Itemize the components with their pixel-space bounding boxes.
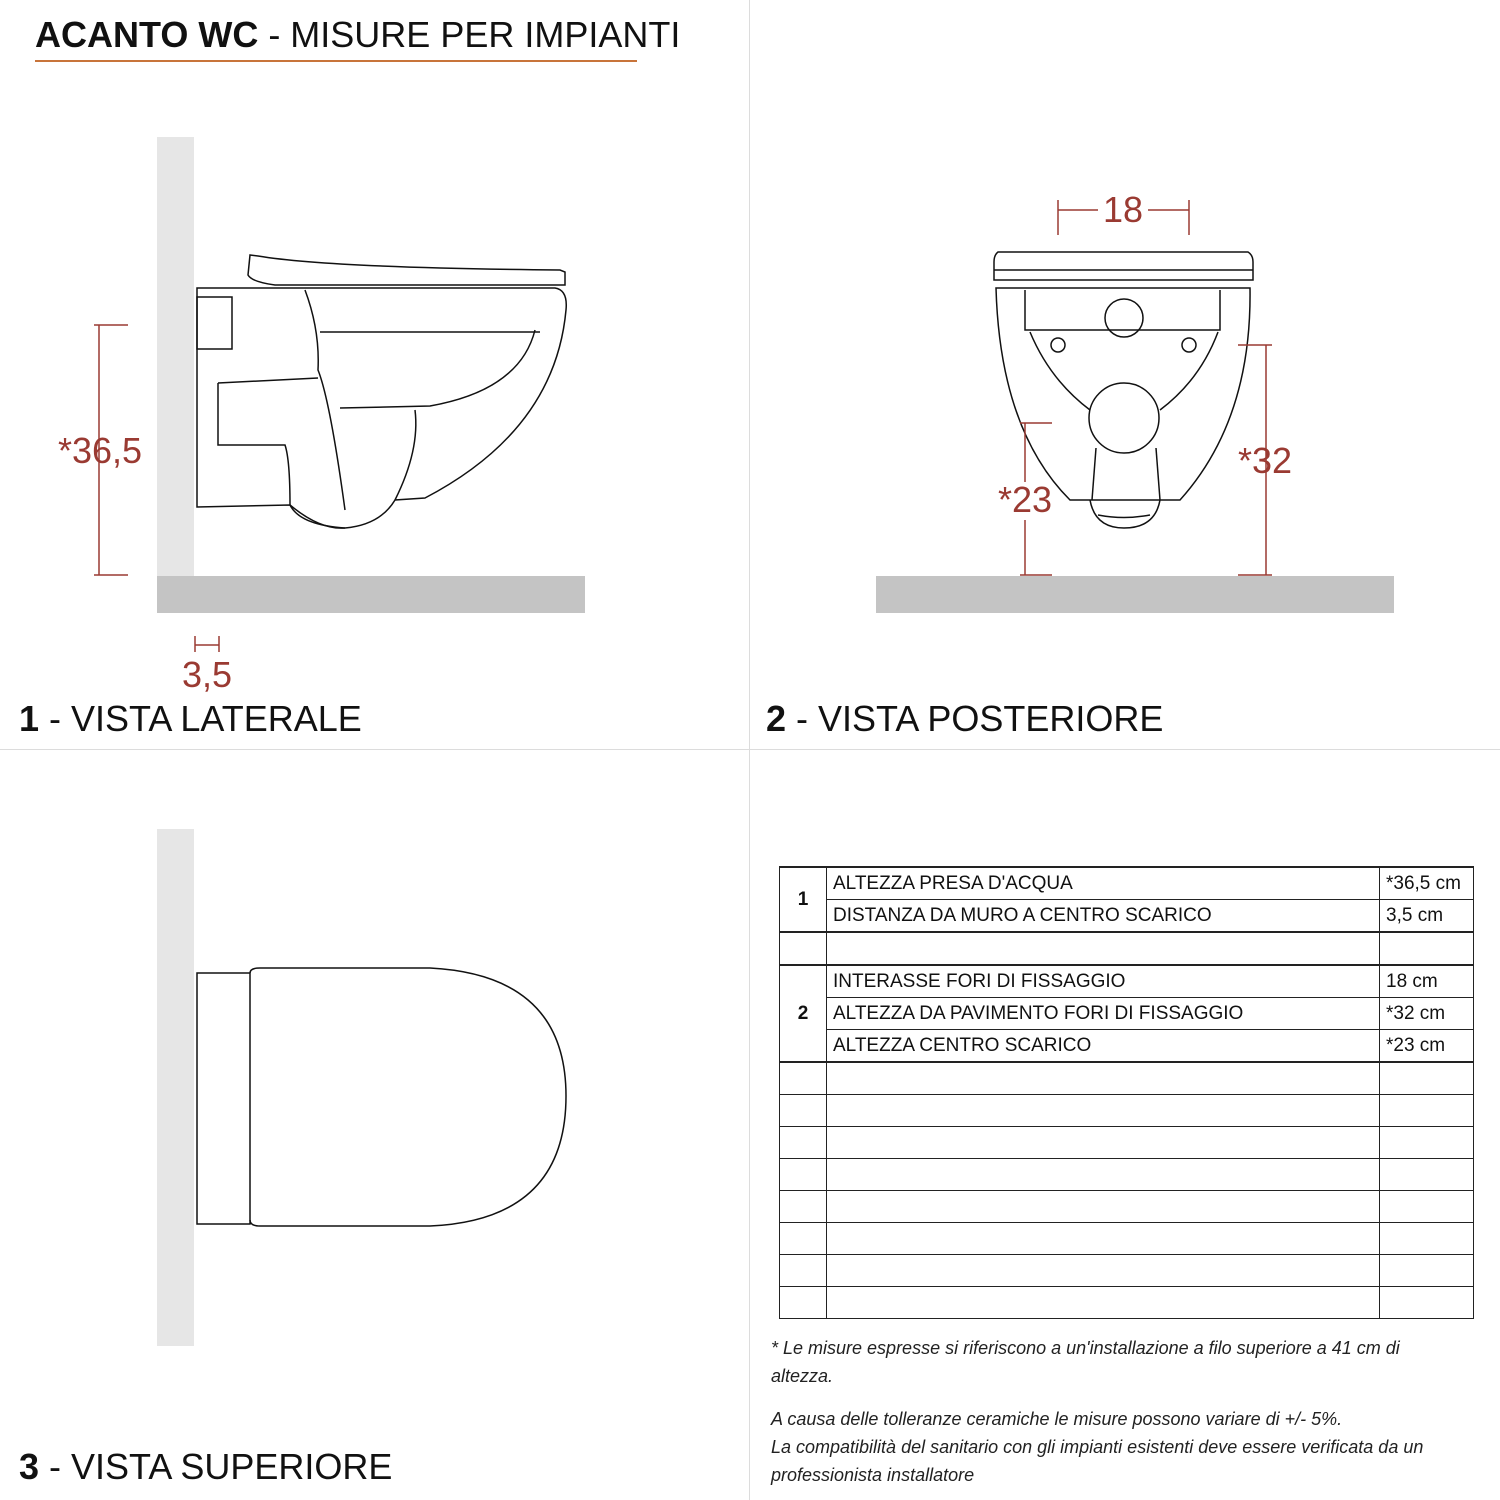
table-row-empty [780, 932, 1474, 965]
table-row-empty [780, 1223, 1474, 1255]
row-label: ALTEZZA PRESA D'ACQUA [827, 867, 1380, 900]
dim-height-label: *36,5 [57, 430, 143, 471]
floor-rear [876, 576, 1394, 613]
top-view-drawing [157, 829, 566, 1346]
floor [157, 576, 585, 613]
dim-drain-height-label: *23 [997, 479, 1053, 520]
view-label-posterior [766, 698, 1163, 740]
title-product: ACANTO WC [35, 14, 259, 55]
table-row-empty [780, 1191, 1474, 1223]
row-value: 3,5 cm [1380, 900, 1474, 933]
wall-top [157, 829, 194, 1346]
view-number: 3 [19, 1446, 40, 1487]
spec-table [779, 866, 1474, 1319]
table-row-empty [780, 1062, 1474, 1095]
table-row-empty [780, 1287, 1474, 1319]
table-row [780, 1030, 1474, 1063]
table-row-empty [780, 1127, 1474, 1159]
table-row [780, 867, 1474, 900]
compatibility-note: La compatibilità del sanitario con gli impianti esistenti deve essere verificata da un professionista installatore [771, 1437, 1424, 1485]
row-label: ALTEZZA CENTRO SCARICO [827, 1030, 1380, 1063]
row-value: 18 cm [1380, 965, 1474, 998]
view-name: - VISTA POSTERIORE [786, 698, 1164, 739]
view-number: 2 [766, 698, 787, 739]
table-row-empty [780, 1095, 1474, 1127]
group-id: 1 [780, 867, 827, 932]
table-row [780, 998, 1474, 1030]
wall [157, 137, 194, 577]
table-row [780, 900, 1474, 933]
view-label-top [19, 1446, 392, 1488]
dim-wall-label: 3,5 [181, 654, 233, 695]
table-row-empty [780, 1255, 1474, 1287]
view-number: 1 [19, 698, 40, 739]
row-value: *23 cm [1380, 1030, 1474, 1063]
rear-view-drawing [876, 200, 1394, 613]
row-label: INTERASSE FORI DI FISSAGGIO [827, 965, 1380, 998]
dim-width-label: 18 [1102, 189, 1144, 230]
row-value: *32 cm [1380, 998, 1474, 1030]
wc-side-outline [197, 255, 566, 528]
dim-fix-height-label: *32 [1237, 440, 1293, 481]
row-value: *36,5 cm [1380, 867, 1474, 900]
table-row-empty [780, 1159, 1474, 1191]
table-row [780, 965, 1474, 998]
group-id: 2 [780, 965, 827, 1062]
view-name: - VISTA SUPERIORE [39, 1446, 393, 1487]
row-label: DISTANZA DA MURO A CENTRO SCARICO [827, 900, 1380, 933]
view-name: - VISTA LATERALE [39, 698, 362, 739]
wc-top-outline [197, 968, 566, 1226]
title-subtitle: - MISURE PER IMPIANTI [258, 14, 681, 55]
side-view-drawing [94, 137, 585, 652]
asterisk-note: * Le misure espresse si riferiscono a un'installazione a filo superiore a 41 cm di altezza. [771, 1338, 1400, 1386]
view-label-lateral [19, 698, 362, 740]
tolerance-note: A causa delle tolleranze ceramiche le misure possono variare di +/- 5%. [771, 1409, 1343, 1429]
row-label: ALTEZZA DA PAVIMENTO FORI DI FISSAGGIO [827, 998, 1380, 1030]
